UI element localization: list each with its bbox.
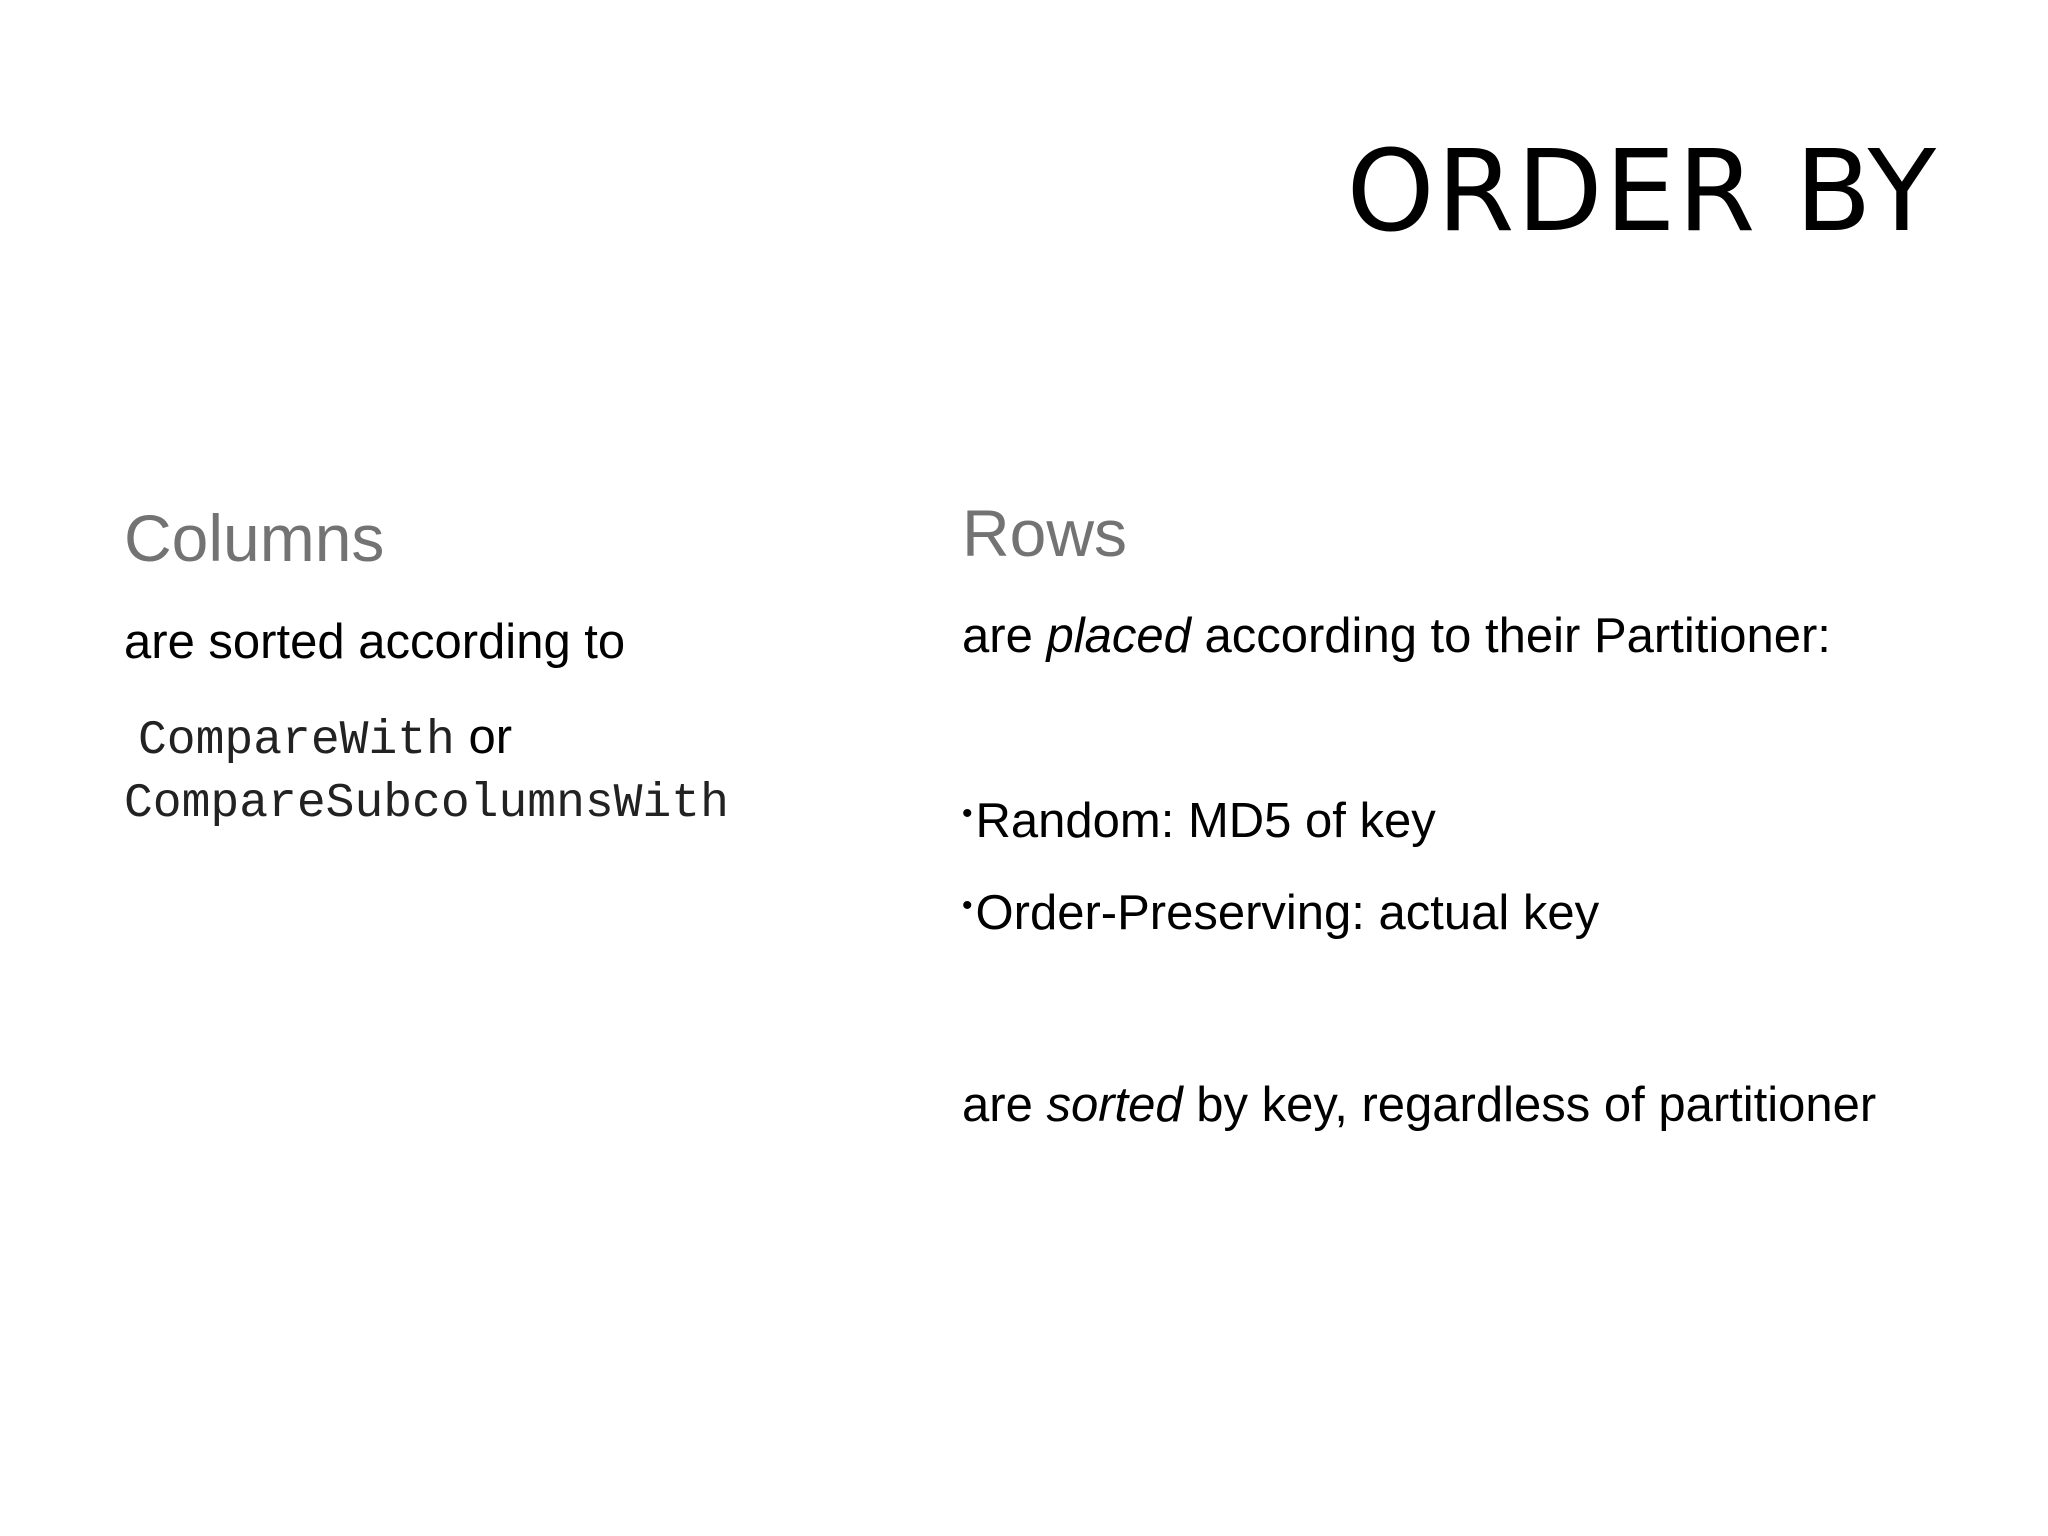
compare-subcolumns-with-code: CompareSubcolumnsWith [124, 777, 729, 831]
bullet-text: Random: MD5 of key [975, 794, 1436, 848]
rows-sorted-prefix: are [962, 1078, 1033, 1132]
bullet-marker: • [962, 797, 973, 830]
rows-placed-prefix: are [962, 609, 1033, 663]
columns-subcolumns-line [124, 776, 729, 831]
rows-sorted-suffix: by key, regardless of partitioner [1196, 1078, 1877, 1132]
rows-sorted-emphasis: sorted [1046, 1078, 1183, 1132]
bullet-item-order-preserving [962, 886, 1600, 940]
compare-with-code: CompareWith [138, 714, 455, 768]
bullet-item-random [962, 794, 1436, 848]
columns-compare-line [138, 710, 513, 768]
columns-heading: Columns [124, 501, 385, 575]
columns-description [124, 615, 626, 669]
rows-placed-line [962, 609, 1831, 663]
bullet-marker: • [962, 889, 973, 922]
columns-description-text: are sorted according to [124, 615, 626, 669]
rows-placed-emphasis: placed [1046, 609, 1191, 663]
connector-or: or [468, 710, 513, 764]
slide-title: ORDER BY [1346, 127, 1938, 257]
bullet-text: Order-Preserving: actual key [975, 886, 1600, 940]
rows-sorted-line [962, 1078, 1877, 1132]
rows-heading: Rows [962, 496, 1128, 570]
rows-placed-suffix: according to their Partitioner: [1204, 609, 1831, 663]
